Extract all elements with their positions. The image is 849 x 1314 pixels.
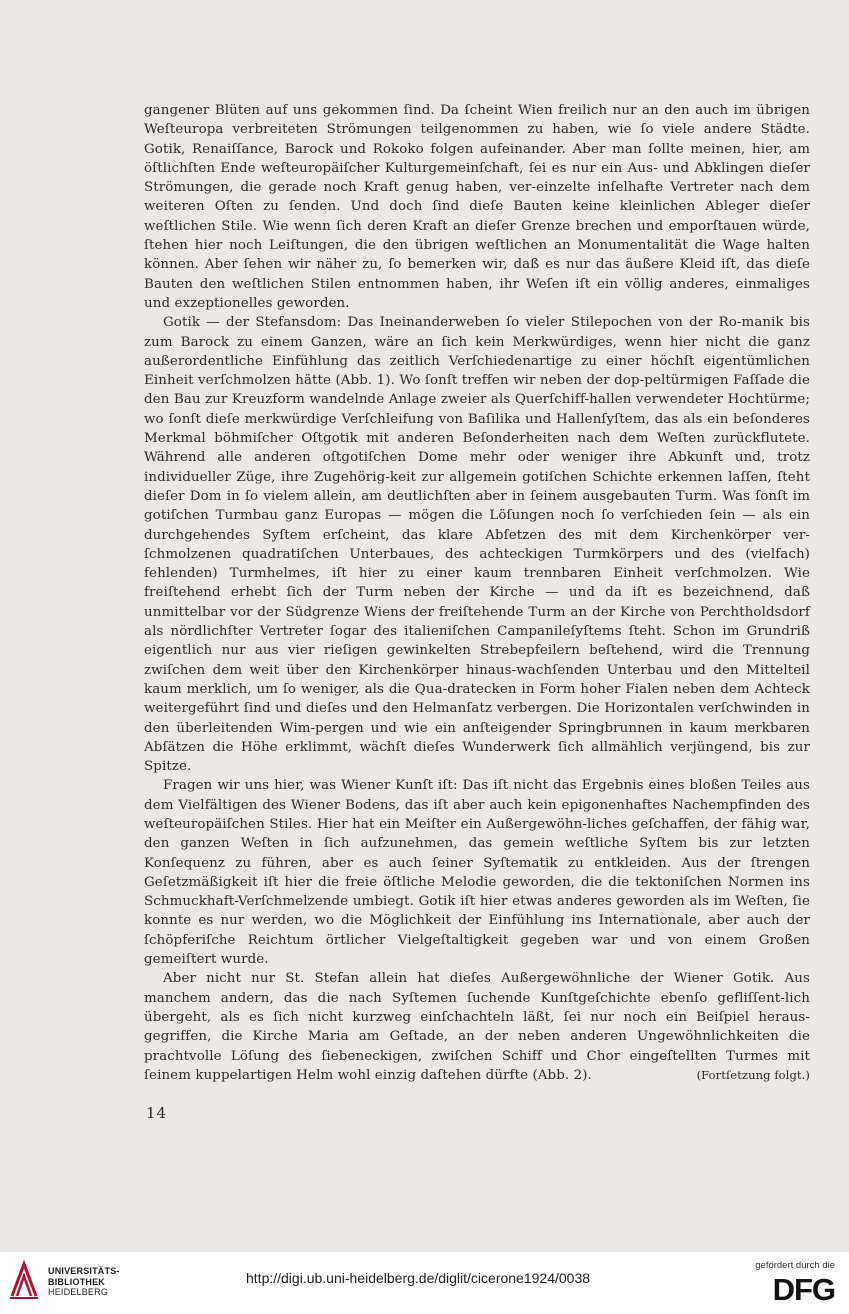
paragraph-3: Fragen wir uns hier, was Wiener Kunſt iſt: Das iſt nicht das Ergebnis eines bloßen Teiles aus dem Vielfältigen des Wiener Bodens, das iſt aber auch kein epigonenhaftes Nachempfinden des weſteuropäiſchen Stiles. Hier hat ein Meiſter ein Außergewöhn-liches geſchaffen, der fähig war, den ganzen Weſten in ſich aufzunehmen, das gemein weſtliche Syſtem bis zur letzten Konſequenz zu führen, aber es auch ſeiner Syſtematik zu entkleiden. Aus der ſtrengen Geſetzmäßigkeit iſt hier die freie öſtliche Melodie geworden, die die tektoniſchen Normen ins Schmuckhaft-Verſchmelzende umbiegt. Gotik iſt hier etwas anderes geworden als im Weſten, ſie konnte es nur werden, wo die Möglichkeit der Einfühlung ins Internationale, aber auch der ſchöpferiſche Reichtum örtlicher Vielgeſtaltigkeit gegeben war und von einem Großen gemeiſtert wurde.	[144, 778, 810, 968]
footer-bar	[0, 1252, 849, 1314]
library-name	[48, 1266, 120, 1298]
library-line-3: HEIDELBERG	[48, 1287, 109, 1297]
continuation-note: (Fortſetzung folgt.)	[696, 1067, 810, 1082]
university-library-logo-icon	[8, 1260, 40, 1300]
permalink-url[interactable]: http://digi.ub.uni-heidelberg.de/diglit/cicerone1924/0038	[246, 1270, 591, 1286]
funding-label: gefördert durch die	[755, 1260, 835, 1271]
paragraph-4	[144, 969, 810, 1085]
paragraph-1: gangener Blüten auf uns gekommen ſind. Da ſcheint Wien freilich nur an den auch im übrigen Weſteuropa verbreiteten Strömungen teilgenommen zu haben, wie ſo viele andere Städte. Gotik, Renaiſſance, Barock und Rokoko folgen aufeinander. Aber man ſollte meinen, hier, am öſtlichſten Ende weſteuropäiſcher Kulturgemeinſchaft, ſei es nur ein Aus- und Abklingen dieſer Strömungen, die gerade noch Kraft genug haben, ver-einzelte inſelhafte Vertreter nach dem weiteren Oſten zu ſenden. Und doch ſind dieſe Bauten keine kleinlichen Ableger dieſer weſtlichen Stile. Wie wenn ſich deren Kraft an dieſer Grenze brechen und emporſtauen würde, ſtehen hier noch Leiſtungen, die den übrigen weſtlichen an Monumentalität die Wage halten können. Aber ſehen wir näher zu, ſo bemerken wir, daß es nur das äußere Kleid iſt, das dieſe Bauten den weſtlichen Stilen entnommen haben, ihr Weſen iſt ein völlig anderes, einmaliges und exzeptionelles geworden.	[144, 103, 810, 311]
paragraph-2: Gotik — der Stefansdom: Das Ineinanderweben ſo vieler Stilepochen von der Ro-manik bis zum Barock zu einem Ganzen, wäre an ſich kein Merkwürdiges, wenn hier nicht die ganz außerordentliche Einfühlung das zeitlich Verſchiedenartige zu einer höchſt eigentümlichen Einheit verſchmolzen hätte (Abb. 1). Wo ſonſt treffen wir neben der dop-peltürmigen Faſſade die den Bau zur Kreuzform wandelnde Anlage zweier als Querſchiff-hallen verwendeter Hochtürme; wo ſonſt dieſe merkwürdige Verſchleifung von Baſilika und Hallenſyſtem, das als ein beſonderes Merkmal böhmiſcher Oſtgotik mit anderen Beſonderheiten nach dem Weſten zurückflutete. Während alle anderen oſtgotiſchen Dome mehr oder weniger ihre Abkunft und, trotz individueller Züge, ihre Zugehörig-keit zur allgemein gotiſchen Schichte erkennen laſſen, ſteht dieſer Dom in ſo vielem allein, am deutlichſten aber in ſeinem ausgebauten Turm. Was ſonſt im gotiſchen Turmbau ganz Europas — mögen die Löſungen noch ſo verſchieden ſein — als ein durchgehendes Syſtem erſcheint, das klare Abſetzen des mit dem Kirchenkörper ver-ſchmolzenen quadratiſchen Unterbaues, des achteckigen Turmkörpers und des (vielfach) fehlenden) Turmhelmes, iſt hier zu einer kaum trennbaren Einheit verſchmolzen. Wie freiſtehend erhebt ſich der Turm neben der Kirche — und da iſt es bezeichnend, daß unmittelbar vor der Südgrenze Wiens der freiſtehende Turm an der Kirche von Perchtholdsdorf als nördlichſter Vertreter ſogar des italieniſchen Campanileſyſtems ſteht. Schon im Grundriß eigentlich nur aus vier rieſigen gewinkelten Strebepfeilern beſtehend, wird die Trennung zwiſchen dem weit über den Kirchenkörper hinaus-wachſenden Unterbau und den Mittelteil kaum merklich, um ſo weniger, als die Qua-dratecken in Form hoher Fialen neben dem Achteck weitergeführt ſind und dieſes und den Helmanſatz verbergen. Die Horizontalen verſchwinden in den überleitenden Wim-pergen und wie ein anſteigender Springbrunnen in kaum merkbaren Abſätzen die Höhe erklimmt, wächſt dieſes Wunderwerk ſich allmählich verjüngend, bis zur Spitze.	[144, 315, 810, 775]
dfg-logo: DFG	[772, 1272, 835, 1307]
body-text	[144, 101, 810, 1085]
library-line-1: UNIVERSITÄTS-	[48, 1266, 120, 1276]
page-number: 14	[146, 1104, 168, 1122]
paragraph-4-text: Aber nicht nur St. Stefan allein hat dieſes Außergewöhnliche der Wiener Gotik. Aus manchem andern, das die nach Syſtemen ſuchende Kunſtgeſchichte ebenſo gefliſſent-lich übergeht, als es ſich nicht kurzweg einſchachteln läßt, ſei nur noch ein Beiſpiel heraus-gegriffen, die Kirche Maria am Geſtade, an der neben anderen Ungewöhnlichkeiten die prachtvolle Löſung des ſiebeneckigen, zwiſchen Schiff und Chor eingeſtellten Turmes mit ſeinem kuppelartigen Helm wohl einzig daſtehen dürfte (Abb. 2).	[144, 971, 810, 1083]
library-line-2: BIBLIOTHEK	[48, 1276, 105, 1287]
